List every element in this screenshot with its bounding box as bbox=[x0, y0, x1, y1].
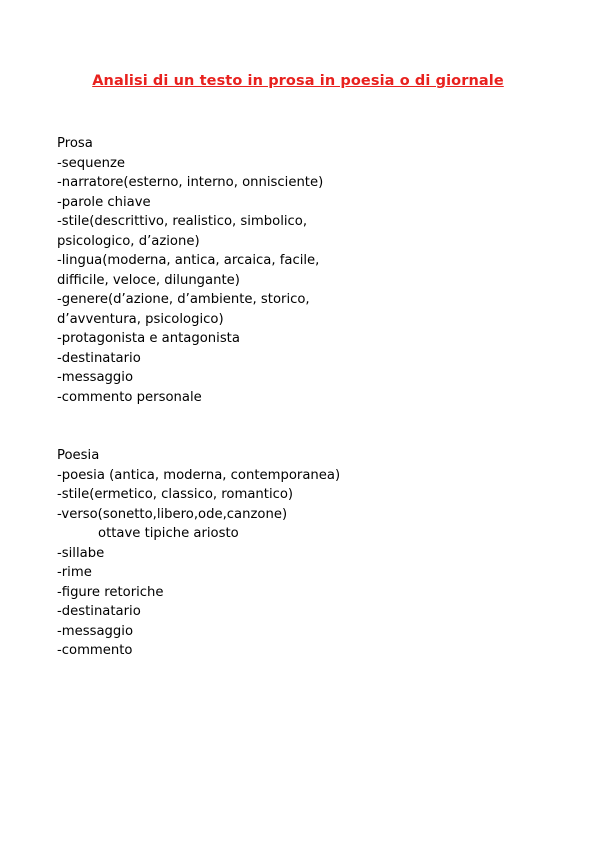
list-item: -narratore(esterno, interno, onnisciente) bbox=[57, 175, 324, 190]
list-item: -stile(descrittivo, realistico, simbolico, bbox=[57, 214, 308, 229]
list-item-indented: ottave tipiche ariosto bbox=[98, 526, 239, 541]
section-heading-poesia: Poesia bbox=[57, 448, 100, 463]
section-prosa bbox=[57, 134, 387, 407]
list-item: -poesia (antica, moderna, contemporanea) bbox=[57, 467, 341, 483]
list-item: -stile(ermetico, classico, romantico) bbox=[57, 487, 294, 502]
list-item: -destinatario bbox=[57, 350, 141, 366]
list-item: -sequenze bbox=[57, 155, 125, 171]
list-item: -destinatario bbox=[57, 604, 141, 619]
list-item: -parole chiave bbox=[57, 194, 151, 210]
list-item: -rime bbox=[57, 565, 92, 580]
list-item: -genere(d’azione, d’ambiente, storico, bbox=[57, 292, 310, 307]
list-item: -commento personale bbox=[57, 389, 202, 405]
list-item: -figure retoriche bbox=[57, 584, 164, 600]
list-item: difficile, veloce, dilungante) bbox=[57, 272, 240, 288]
document-title: Analisi di un testo in prosa in poesia o di giornale bbox=[92, 73, 504, 89]
list-item: -commento bbox=[57, 643, 133, 658]
list-item: -sillabe bbox=[57, 545, 105, 561]
section-poesia bbox=[57, 446, 387, 661]
list-item: d’avventura, psicologico) bbox=[57, 311, 224, 327]
list-item: -messaggio bbox=[57, 370, 134, 385]
section-heading-prosa: Prosa bbox=[57, 136, 93, 151]
list-item: -verso(sonetto,libero,ode,canzone) bbox=[57, 506, 288, 522]
list-item: -lingua(moderna, antica, arcaica, facile, bbox=[57, 253, 320, 268]
list-item: -messaggio bbox=[57, 623, 134, 639]
list-item: psicologico, d’azione) bbox=[57, 233, 200, 249]
list-item: -protagonista e antagonista bbox=[57, 331, 240, 346]
